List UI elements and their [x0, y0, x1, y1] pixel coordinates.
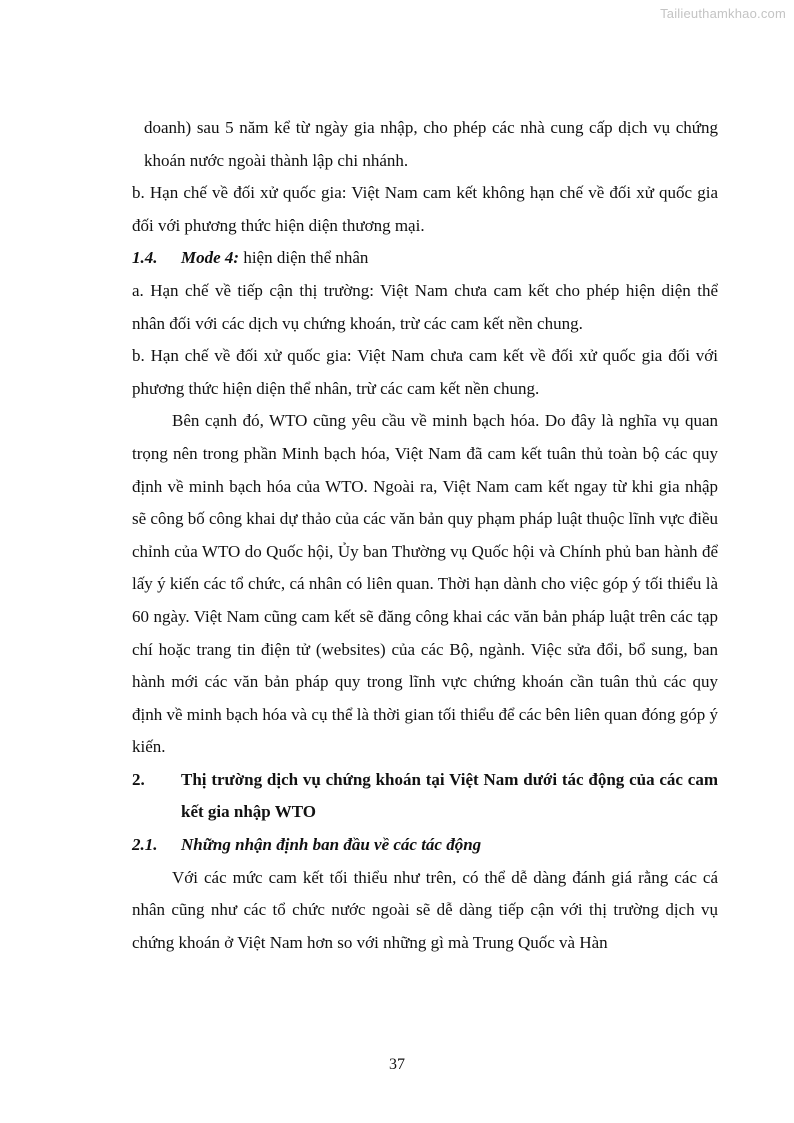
section-2-1-title: Những nhận định ban đầu về các tác động — [181, 835, 482, 855]
section-1-4-heading — [132, 242, 718, 275]
paragraph-initial-assessment: Với các mức cam kết tối thiểu như trên, có thể dễ dàng đánh giá rằng các cá nhân cũng như các tổ chức nước ngoài sẽ dễ dàng tiếp cận với thị trường dịch vụ chứng khoán ở Việt Nam hơn so với những gì mà Trung Quốc và Hàn — [132, 867, 718, 952]
paragraph-national-treatment-mode3: b. Hạn chế về đối xử quốc gia: Việt Nam cam kết không hạn chế về đối xử quốc gia đối với phương thức hiện diện thương mại. — [132, 183, 718, 235]
section-1-4-number: 1.4. — [132, 248, 158, 268]
section-2-number: 2. — [132, 769, 145, 789]
paragraph-transparency: Bên cạnh đó, WTO cũng yêu cầu về minh bạch hóa. Do đây là nghĩa vụ quan trọng nên trong phần Minh bạch hóa, Việt Nam đã cam kết tuân thủ toàn bộ các quy định về minh bạch hóa của WTO. Ngoài ra, Việt Nam cam kết ngay từ khi gia nhập sẽ công bố công khai dự thảo của các văn bản quy phạm pháp luật thuộc lĩnh vực điều chỉnh của WTO do Quốc hội, Ủy ban Thường vụ Quốc hội và Chính phủ ban hành để lấy ý kiến các tổ chức, cá nhân có liên quan. Thời hạn dành cho việc góp ý tối thiểu là 60 ngày. Việt Nam cũng cam kết sẽ đăng công khai các văn bản pháp luật trên các tạp chí hoặc trang tin điện tử (websites) của các Bộ, ngành. Việc sửa đổi, bổ sung, ban hành mới các văn bản pháp quy trong lĩnh vực chứng khoán cần tuân thủ các quy định về minh bạch hóa và cụ thể là thời gian tối thiểu để các bên liên quan đóng góp ý kiến. — [132, 411, 718, 757]
paragraph-continuation: doanh) sau 5 năm kể từ ngày gia nhập, cho phép các nhà cung cấp dịch vụ chứng khoán nước ngoài thành lập chi nhánh. — [144, 118, 718, 170]
section-2-1-number: 2.1. — [132, 835, 158, 855]
section-2-title: Thị trường dịch vụ chứng khoán tại Việt Nam dưới tác động của các cam kết gia nhập WTO — [181, 769, 718, 822]
section-1-4-title: hiện diện thể nhân — [239, 248, 369, 268]
section-2-heading — [132, 764, 718, 829]
document-body — [132, 112, 718, 959]
section-1-4-mode-label: Mode 4: — [181, 248, 240, 268]
page-number: 37 — [389, 1056, 405, 1073]
paragraph-national-treatment-mode4: b. Hạn chế về đối xử quốc gia: Việt Nam chưa cam kết về đối xử quốc gia đối với phương thức hiện diện thể nhân, trừ các cam kết nền chung. — [132, 346, 718, 398]
paragraph-market-access-mode4: a. Hạn chế về tiếp cận thị trường: Việt Nam chưa cam kết cho phép hiện diện thể nhân đối với các dịch vụ chứng khoán, trừ các cam kết nền chung. — [132, 280, 718, 333]
section-2-1-heading — [132, 829, 718, 862]
watermark: Tailieuthamkhao.com — [660, 6, 786, 21]
